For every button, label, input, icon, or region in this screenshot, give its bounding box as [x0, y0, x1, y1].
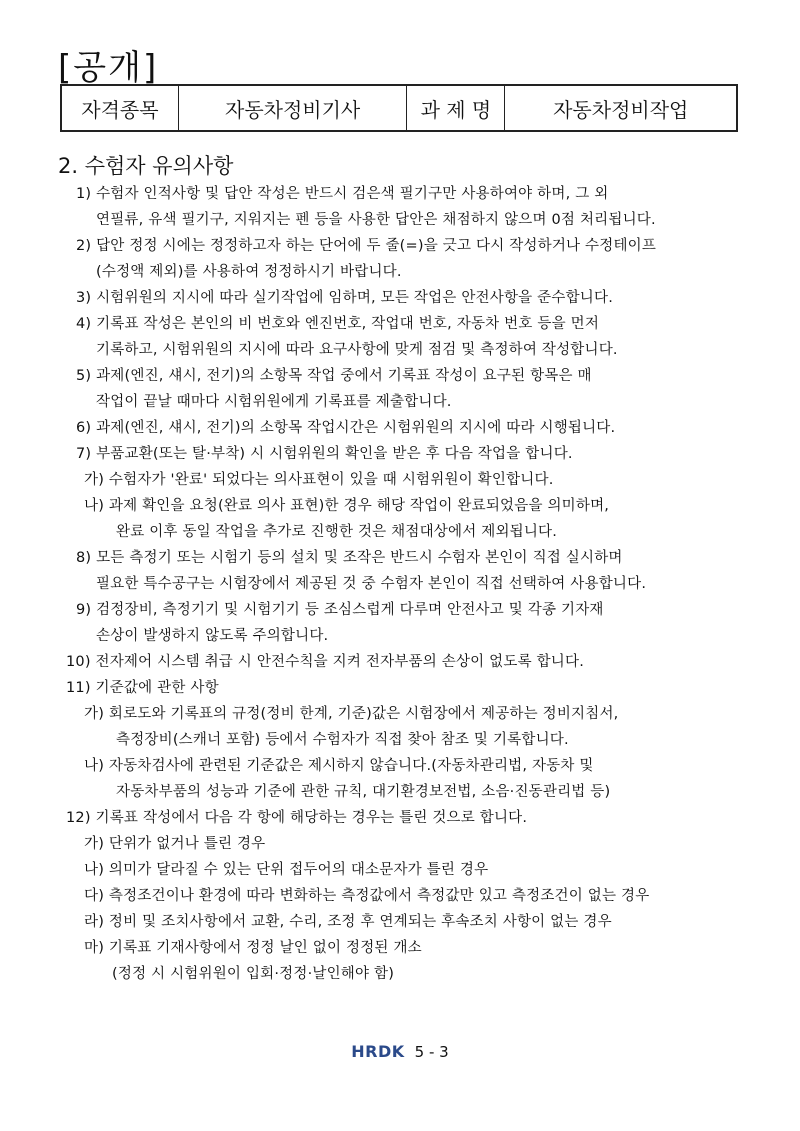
instruction-line: 측정장비(스캐너 포함) 등에서 수험자가 직접 찾아 참조 및 기록합니다. [116, 732, 569, 748]
public-tag: [공개] [58, 48, 159, 88]
instruction-line: 5) 과제(엔진, 섀시, 전기)의 소항목 작업 중에서 기록표 작성이 요구된 항목은 매 [76, 368, 592, 384]
page-footer [0, 1042, 800, 1061]
instruction-line: 나) 과제 확인을 요청(완료 의사 표현)한 경우 해당 작업이 완료되었음을 의미하며, [84, 498, 610, 514]
instruction-line: 작업이 끝날 때마다 시험위원에게 기록표를 제출합니다. [96, 394, 452, 410]
page-number: 5 - 3 [414, 1043, 449, 1061]
instruction-line: 6) 과제(엔진, 섀시, 전기)의 소항목 작업시간은 시험위원의 지시에 따라 시행됩니다. [76, 420, 616, 436]
instruction-line: 7) 부품교환(또는 탈·부착) 시 시험위원의 확인을 받은 후 다음 작업을 합니다. [76, 446, 573, 462]
instruction-line: 2) 답안 정정 시에는 정정하고자 하는 단어에 두 줄(=)을 긋고 다시 작성하거나 수정테이프 [76, 238, 657, 254]
instruction-line: (수정액 제외)를 사용하여 정정하시기 바랍니다. [96, 264, 402, 280]
instruction-line: 완료 이후 동일 작업을 추가로 진행한 것은 채점대상에서 제외됩니다. [116, 524, 558, 540]
instruction-line: 가) 수험자가 '완료' 되었다는 의사표현이 있을 때 시험위원이 확인합니다. [84, 472, 554, 488]
instruction-line: 자동차부품의 성능과 기준에 관한 규칙, 대기환경보전법, 소음·진동관리법 등) [116, 784, 611, 800]
instruction-line: 12) 기록표 작성에서 다음 각 항에 해당하는 경우는 틀린 것으로 합니다. [66, 810, 528, 826]
instruction-line: 가) 단위가 없거나 틀린 경우 [84, 836, 266, 852]
instruction-line: (정정 시 시험위원이 입회·정정·날인해야 함) [112, 966, 395, 982]
instruction-line: 9) 검정장비, 측정기기 및 시험기기 등 조심스럽게 다루며 안전사고 및 각종 기자재 [76, 602, 604, 618]
instruction-line: 기록하고, 시험위원의 지시에 따라 요구사항에 맞게 점검 및 측정하여 작성합니다. [96, 342, 618, 358]
instruction-line: 1) 수험자 인적사항 및 답안 작성은 반드시 검은색 필기구만 사용하여야 하며, 그 외 [76, 186, 609, 202]
instruction-line: 나) 의미가 달라질 수 있는 단위 접두어의 대소문자가 틀린 경우 [84, 862, 489, 878]
section-title: 2. 수험자 유의사항 [58, 154, 234, 178]
info-table [60, 84, 738, 132]
instruction-line: 연필류, 유색 필기구, 지워지는 펜 등을 사용한 답안은 채점하지 않으며 0점 처리됩니다. [96, 212, 656, 228]
instruction-line: 나) 자동차검사에 관련된 기준값은 제시하지 않습니다.(자동차관리법, 자동차 및 [84, 758, 594, 774]
value-qualification: 자동차정비기사 [178, 85, 407, 131]
instruction-line: 10) 전자제어 시스템 취급 시 안전수칙을 지켜 전자부품의 손상이 없도록 합니다. [66, 654, 585, 670]
instruction-line: 8) 모든 측정기 또는 시험기 등의 설치 및 조작은 반드시 수험자 본인이 직접 실시하며 [76, 550, 623, 566]
hrdk-logo: HRDK [351, 1042, 405, 1061]
instruction-line: 4) 기록표 작성은 본인의 비 번호와 엔진번호, 작업대 번호, 자동차 번호 등을 먼저 [76, 316, 600, 332]
instruction-line: 11) 기준값에 관한 사항 [66, 680, 219, 696]
instruction-line: 필요한 특수공구는 시험장에서 제공된 것 중 수험자 본인이 직접 선택하여 사용합니다. [96, 576, 647, 592]
value-task-name: 자동차정비작업 [505, 85, 737, 131]
label-task-name: 과 제 명 [407, 85, 505, 131]
instruction-line: 3) 시험위원의 지시에 따라 실기작업에 임하며, 모든 작업은 안전사항을 준수합니다. [76, 290, 614, 306]
instruction-line: 가) 회로도와 기록표의 규정(정비 한계, 기준)값은 시험장에서 제공하는 정비지침서, [84, 706, 619, 722]
instruction-line: 다) 측정조건이나 환경에 따라 변화하는 측정값에서 측정값만 있고 측정조건이 없는 경우 [84, 888, 650, 904]
instruction-line: 마) 기록표 기재사항에서 정정 날인 없이 정정된 개소 [84, 940, 422, 956]
instruction-line: 손상이 발생하지 않도록 주의합니다. [96, 628, 329, 644]
label-qualification: 자격종목 [61, 85, 178, 131]
instruction-line: 라) 정비 및 조치사항에서 교환, 수리, 조정 후 연계되는 후속조치 사항이 없는 경우 [84, 914, 612, 930]
